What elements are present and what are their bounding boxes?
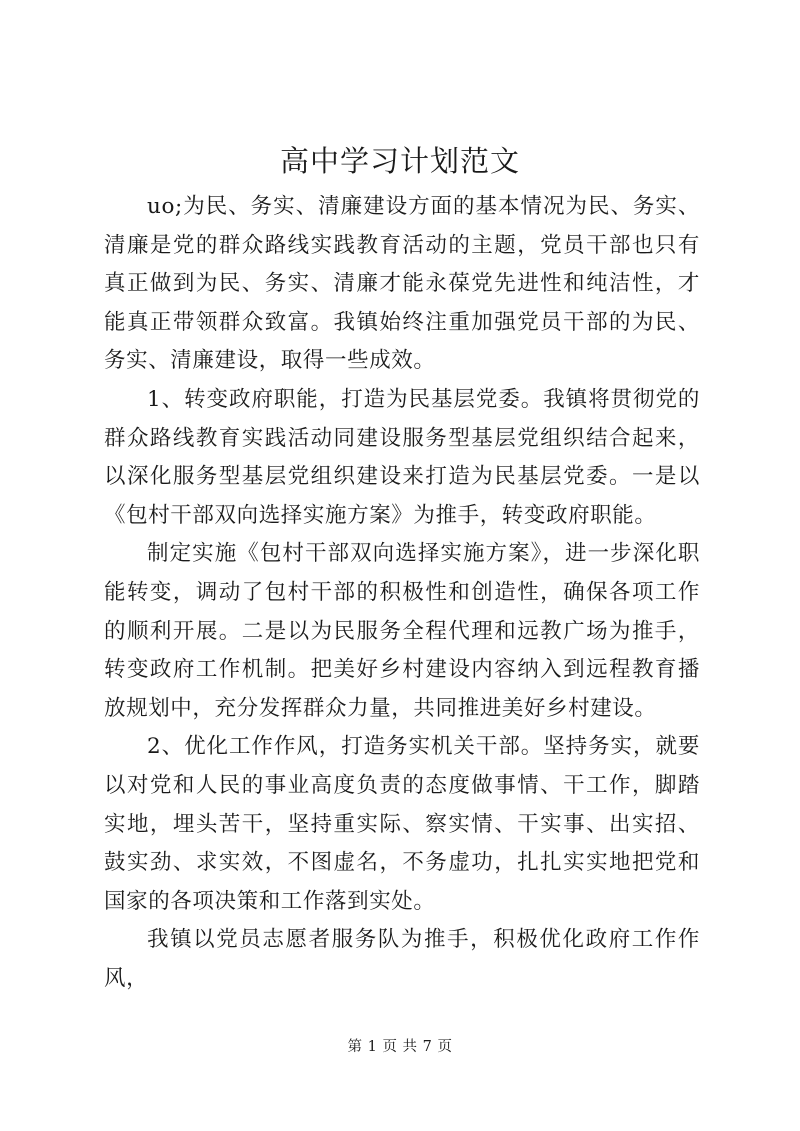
paragraph-section-2: 2、优化工作作风，打造务实机关干部。坚持务实，就要以对党和人民的事业高度负责的态度做事情、干工作，脚踏实地，埋头苦干，坚持重实际、察实情、干实事、出实招、鼓实劲、求实效，不图虚名，不务虚功，扎扎实实地把党和国家的各项决策和工作落到实处。 bbox=[104, 734, 700, 914]
page-number-footer: 第 1 页 共 7 页 bbox=[347, 1039, 453, 1055]
document-body bbox=[104, 188, 700, 998]
paragraph-section-2-detail: 我镇以党员志愿者服务队为推手，积极优化政府工作作风， bbox=[104, 927, 700, 991]
paragraph-section-1-detail: 制定实施《包村干部双向选择实施方案》，进一步深化职能转变，调动了包村干部的积极性和创造性，确保各项工作的顺利开展。二是以为民服务全程代理和远教广场为推手，转变政府工作机制。把美好乡村建设内容纳入到远程教育播放规划中，充分发挥群众力量，共同推进美好乡村建设。 bbox=[104, 541, 700, 721]
paragraph-section-1: 1、转变政府职能，打造为民基层党委。我镇将贯彻党的群众路线教育实践活动同建设服务型基层党组织结合起来，以深化服务型基层党组织建设来打造为民基层党委。一是以《包村干部双向选择实施方案》为推手，转变政府职能。 bbox=[104, 386, 700, 528]
paragraph-intro: uo;为民、务实、清廉建设方面的基本情况为民、务实、清廉是党的群众路线实践教育活动的主题，党员干部也只有真正做到为民、务实、清廉才能永葆党先进性和纯洁性，才能真正带领群众致富。我镇始终注重加强党员干部的为民、务实、清廉建设，取得一些成效。 bbox=[104, 194, 700, 374]
document-title: 高中学习计划范文 bbox=[279, 144, 520, 178]
